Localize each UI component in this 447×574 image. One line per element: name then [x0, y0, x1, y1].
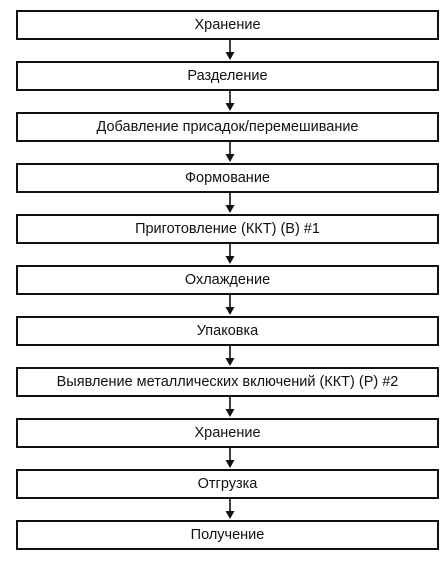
step-additives-mixing: Добавление присадок/перемешивание — [16, 112, 439, 142]
arrow-4-icon — [225, 193, 235, 214]
step-packaging: Упаковка — [16, 316, 439, 346]
arrow-5-icon — [225, 244, 235, 265]
step-storage-initial: Хранение — [16, 10, 439, 40]
arrow-8-icon — [225, 397, 235, 418]
step-metal-detection-ccp2: Выявление металлических включений (ККТ) (Р) #2 — [16, 367, 439, 397]
step-storage-final: Хранение — [16, 418, 439, 448]
arrow-2-icon — [225, 91, 235, 112]
arrow-6-icon — [225, 295, 235, 316]
step-shipping: Отгрузка — [16, 469, 439, 499]
arrow-7-icon — [225, 346, 235, 367]
arrow-1-icon — [225, 40, 235, 61]
arrow-10-icon — [225, 499, 235, 520]
arrow-3-icon — [225, 142, 235, 163]
step-cooling: Охлаждение — [16, 265, 439, 295]
step-cooking-ccp1: Приготовление (ККТ) (В) #1 — [16, 214, 439, 244]
step-forming: Формование — [16, 163, 439, 193]
step-separation: Разделение — [16, 61, 439, 91]
arrow-9-icon — [225, 448, 235, 469]
step-receiving: Получение — [16, 520, 439, 550]
